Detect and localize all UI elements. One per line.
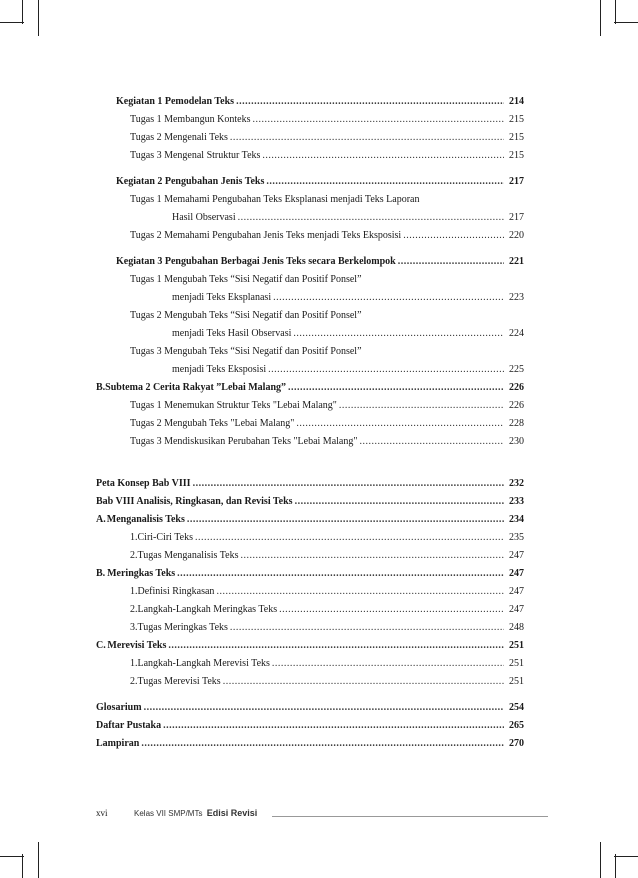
footer-rule: [272, 816, 548, 817]
toc-entry[interactable]: [96, 364, 524, 376]
dot-leader: [230, 622, 504, 634]
toc-entry[interactable]: [96, 150, 524, 162]
toc-entry-title: Tugas 1 Memahami Pengubahan Teks Eksplanasi menjadi Teks Laporan: [130, 194, 420, 205]
toc-entry-title: Tugas 3 Mengubah Teks “Sisi Negatif dan Positif Ponsel”: [130, 346, 362, 357]
toc-entry[interactable]: [96, 400, 524, 412]
crop-mark: [0, 22, 24, 23]
dot-leader: [193, 478, 504, 490]
item-number: 1.: [130, 586, 138, 597]
toc-entry[interactable]: [96, 478, 524, 490]
dot-leader: [144, 702, 504, 714]
item-number: 2.: [130, 676, 138, 687]
toc-page-number: 221: [509, 256, 524, 267]
toc-page-number: 215: [509, 132, 524, 143]
edition-label: Edisi Revisi: [206, 808, 258, 818]
toc-entry[interactable]: [96, 96, 524, 108]
crop-mark: [38, 0, 39, 36]
toc-entry-title: Langkah-Langkah Meringkas Teks: [137, 604, 278, 615]
toc-entry-title: Glosarium: [96, 702, 142, 713]
toc-entry[interactable]: [96, 676, 524, 688]
toc-entry-title: Tugas 1 Menemukan Struktur Teks "Lebai Malang": [130, 400, 337, 411]
toc-entry[interactable]: [96, 328, 524, 340]
toc-entry-title: Tugas 3 Mengenal Struktur Teks: [130, 150, 261, 161]
crop-mark: [615, 854, 616, 878]
toc-entry-title: Tugas Meringkas Teks: [137, 622, 228, 633]
toc-page-number: 220: [509, 230, 524, 241]
dot-leader: [141, 738, 504, 750]
toc-page-number: 235: [509, 532, 524, 543]
crop-mark: [600, 842, 601, 878]
toc-entry-title: Lampiran: [96, 738, 140, 749]
toc-entry-title: Tugas 1 Mengubah Teks “Sisi Negatif dan Positif Ponsel”: [130, 274, 362, 285]
toc-entry[interactable]: [96, 550, 524, 562]
toc-page-number: 234: [509, 514, 524, 525]
toc-page-number: 251: [509, 676, 524, 687]
toc-entry[interactable]: [96, 382, 524, 394]
dot-leader: [163, 720, 504, 732]
toc-entry[interactable]: [96, 604, 524, 616]
toc-page-number: 248: [509, 622, 524, 633]
dot-leader: [216, 586, 504, 598]
toc-entry[interactable]: [96, 274, 524, 286]
toc-page-number: 217: [509, 212, 524, 223]
toc-entry[interactable]: [96, 720, 524, 732]
toc-entry[interactable]: [96, 586, 524, 598]
toc-entry[interactable]: [96, 132, 524, 144]
toc-page-number: 215: [509, 150, 524, 161]
dot-leader: [240, 550, 504, 562]
toc-page-number: 226: [509, 400, 524, 411]
toc-entry[interactable]: [96, 658, 524, 670]
book-title-text: Kelas VII SMP/MTs: [134, 809, 203, 818]
crop-mark: [22, 854, 23, 878]
dot-leader: [359, 436, 504, 448]
toc-page-number: 233: [509, 496, 524, 507]
toc-page-number: 226: [509, 382, 524, 393]
toc-entry-title: Daftar Pustaka: [96, 720, 162, 731]
toc-entry-title: Hasil Observasi: [172, 212, 236, 223]
crop-mark: [22, 0, 23, 24]
dot-leader: [195, 532, 504, 544]
toc-entry-title: Kegiatan 3 Pengubahan Berbagai Jenis Teks secara Berkelompok: [116, 256, 396, 267]
toc-entry[interactable]: [96, 640, 524, 652]
toc-entry-title: Tugas 2 Mengenali Teks: [130, 132, 228, 143]
toc-entry[interactable]: [96, 346, 524, 358]
toc-entry-title: Langkah-Langkah Merevisi Teks: [137, 658, 270, 669]
toc-entry-title: menjadi Teks Hasil Observasi: [172, 328, 292, 339]
dot-leader: [252, 114, 504, 126]
section-letter: B.: [96, 568, 106, 579]
dot-leader: [403, 230, 504, 242]
toc-page-number: 224: [509, 328, 524, 339]
toc-page-number: 247: [509, 568, 524, 579]
toc-entry[interactable]: [96, 622, 524, 634]
toc-entry[interactable]: [96, 114, 524, 126]
toc-entry-title: Tugas 2 Mengubah Teks “Sisi Negatif dan Positif Ponsel”: [130, 310, 362, 321]
section-letter: A.: [96, 514, 106, 525]
toc-entry-title: Kegiatan 1 Pemodelan Teks: [116, 96, 235, 107]
toc-entry[interactable]: [96, 702, 524, 714]
crop-mark: [600, 0, 601, 36]
item-number: 3.: [130, 622, 138, 633]
toc-entry[interactable]: [96, 418, 524, 430]
section-letter: B.: [96, 382, 106, 393]
toc-entry-title: Tugas Menganalisis Teks: [137, 550, 239, 561]
dot-leader: [262, 150, 504, 162]
toc-page-number: 247: [509, 604, 524, 615]
toc-entry[interactable]: [96, 256, 524, 268]
dot-leader: [279, 604, 504, 616]
toc-page-number: 251: [509, 640, 524, 651]
item-number: 1.: [130, 532, 138, 543]
toc-page-number: 230: [509, 436, 524, 447]
toc-entry-title: Kegiatan 2 Pengubahan Jenis Teks: [116, 176, 265, 187]
toc-page-number: 223: [509, 292, 524, 303]
toc-entry[interactable]: [96, 514, 524, 526]
toc-entry[interactable]: [96, 436, 524, 448]
dot-leader: [187, 514, 504, 526]
item-number: 2.: [130, 550, 138, 561]
dot-leader: [223, 676, 504, 688]
dot-leader: [288, 382, 504, 394]
dot-leader: [238, 212, 504, 224]
crop-mark: [614, 22, 638, 23]
book-title: [134, 808, 257, 818]
item-number: 2.: [130, 604, 138, 615]
toc-page-number: 265: [509, 720, 524, 731]
crop-mark: [0, 856, 24, 857]
page-footer: [96, 808, 257, 818]
dot-leader: [177, 568, 504, 580]
toc-entry-title: Tugas 2 Mengubah Teks "Lebai Malang": [130, 418, 295, 429]
toc-page-number: 247: [509, 550, 524, 561]
toc-entry[interactable]: [96, 532, 524, 544]
toc-entry-title: Ciri-Ciri Teks: [137, 532, 194, 543]
toc-page-number: 232: [509, 478, 524, 489]
toc-entry-title: Tugas Merevisi Teks: [137, 676, 221, 687]
toc-entry[interactable]: [96, 310, 524, 322]
toc-page-number: 247: [509, 586, 524, 597]
toc-entry[interactable]: [96, 738, 524, 750]
toc-entry[interactable]: [96, 212, 524, 224]
toc-page-number: 225: [509, 364, 524, 375]
toc-entry[interactable]: [96, 194, 524, 206]
dot-leader: [230, 132, 504, 144]
toc-entry[interactable]: [96, 496, 524, 508]
crop-mark: [614, 856, 638, 857]
toc-entry-title: Definisi Ringkasan: [137, 586, 215, 597]
toc-entry-title: Subtema 2 Cerita Rakyat ”Lebai Malang”: [105, 382, 287, 393]
toc-entry-title: Tugas 1 Membangun Konteks: [130, 114, 251, 125]
dot-leader: [295, 496, 504, 508]
dot-leader: [273, 292, 504, 304]
toc-entry-title: menjadi Teks Eksplanasi: [172, 292, 272, 303]
toc-page-number: 214: [509, 96, 524, 107]
dot-leader: [293, 328, 504, 340]
toc-page-number: 251: [509, 658, 524, 669]
toc-entry-title: Tugas 3 Mendiskusikan Perubahan Teks "Lebai Malang": [130, 436, 358, 447]
toc-page-number: 228: [509, 418, 524, 429]
toc-entry[interactable]: [96, 292, 524, 304]
toc-entry[interactable]: [96, 568, 524, 580]
dot-leader: [272, 658, 504, 670]
toc-entry-title: Menganalisis Teks: [106, 514, 185, 525]
dot-leader: [398, 256, 504, 268]
section-letter: C.: [96, 640, 106, 651]
dot-leader: [236, 96, 504, 108]
item-number: 1.: [130, 658, 138, 669]
toc-entry[interactable]: [96, 176, 524, 188]
dot-leader: [296, 418, 504, 430]
toc-page-number: 215: [509, 114, 524, 125]
crop-mark: [615, 0, 616, 24]
toc-page-number: 254: [509, 702, 524, 713]
toc-entry-title: Meringkas Teks: [107, 568, 176, 579]
toc-entry-title: Bab VIII Analisis, Ringkasan, dan Revisi Teks: [96, 496, 293, 507]
dot-leader: [339, 400, 504, 412]
toc-entry-title: menjadi Teks Eksposisi: [172, 364, 267, 375]
crop-mark: [38, 842, 39, 878]
toc-entry[interactable]: [96, 230, 524, 242]
dot-leader: [266, 176, 504, 188]
dot-leader: [268, 364, 504, 376]
dot-leader: [168, 640, 504, 652]
toc-page-number: 217: [509, 176, 524, 187]
page-number: xvi: [96, 808, 108, 818]
toc-page-number: 270: [509, 738, 524, 749]
toc-entry-title: Tugas 2 Memahami Pengubahan Jenis Teks menjadi Teks Eksposisi: [130, 230, 402, 241]
toc-entry-title: Peta Konsep Bab VIII: [96, 478, 191, 489]
toc-entry-title: Merevisi Teks: [107, 640, 167, 651]
